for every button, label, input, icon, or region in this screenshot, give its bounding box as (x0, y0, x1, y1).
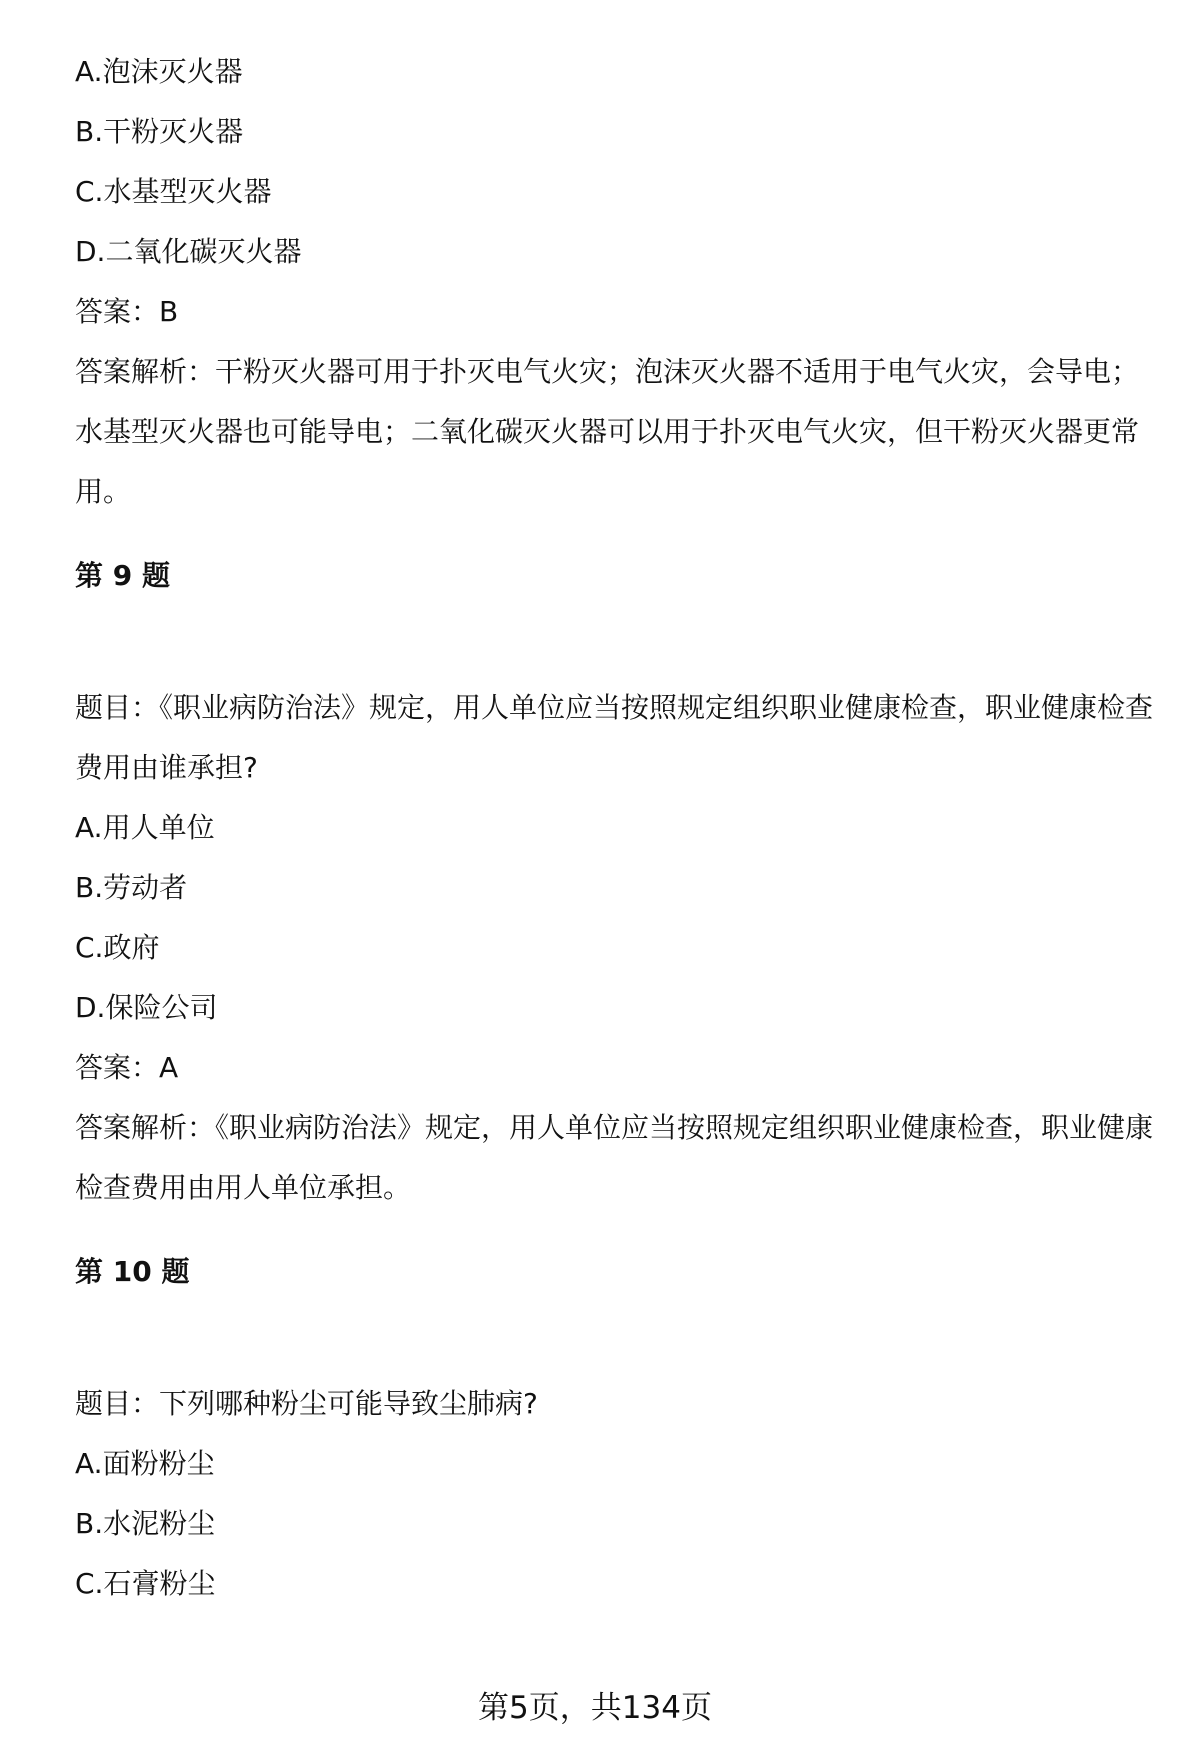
q8-explanation: 答案解析：干粉灭火器可用于扑灭电气火灾；泡沫灭火器不适用于电气火灾，会导电；水基型灭火器也可能导电；二氧化碳灭火器可以用于扑灭电气火灾，但干粉灭火器更常用。 (75, 355, 1140, 508)
q8-option-a: A.泡沫灭火器 (75, 55, 243, 88)
q10-option-a: A.面粉粉尘 (75, 1447, 215, 1480)
q8-option-d: D.二氧化碳灭火器 (75, 235, 302, 268)
page-number-footer: 第5页，共134页 (478, 1690, 712, 1726)
q10-option-b: B.水泥粉尘 (75, 1507, 216, 1540)
q8-option-c: C.水基型灭火器 (75, 175, 272, 208)
q9-option-d: D.保险公司 (75, 991, 218, 1024)
q9-option-c: C.政府 (75, 931, 160, 964)
q10-heading: 第 10 题 (75, 1255, 190, 1288)
q9-answer: 答案：A (75, 1051, 179, 1084)
q10-option-c: C.石膏粉尘 (75, 1567, 216, 1600)
q9-heading: 第 9 题 (75, 559, 170, 592)
page-content (75, 42, 1165, 1614)
q9-explanation: 答案解析：《职业病防治法》规定，用人单位应当按照规定组织职业健康检查，职业健康检查费用由用人单位承担。 (75, 1111, 1154, 1204)
q9-question: 题目：《职业病防治法》规定，用人单位应当按照规定组织职业健康检查，职业健康检查费用由谁承担? (75, 691, 1154, 784)
q8-answer: 答案：B (75, 295, 179, 328)
q8-option-b: B.干粉灭火器 (75, 115, 244, 148)
q10-question: 题目：下列哪种粉尘可能导致尘肺病? (75, 1387, 538, 1420)
q9-option-a: A.用人单位 (75, 811, 215, 844)
q9-option-b: B.劳动者 (75, 871, 188, 904)
